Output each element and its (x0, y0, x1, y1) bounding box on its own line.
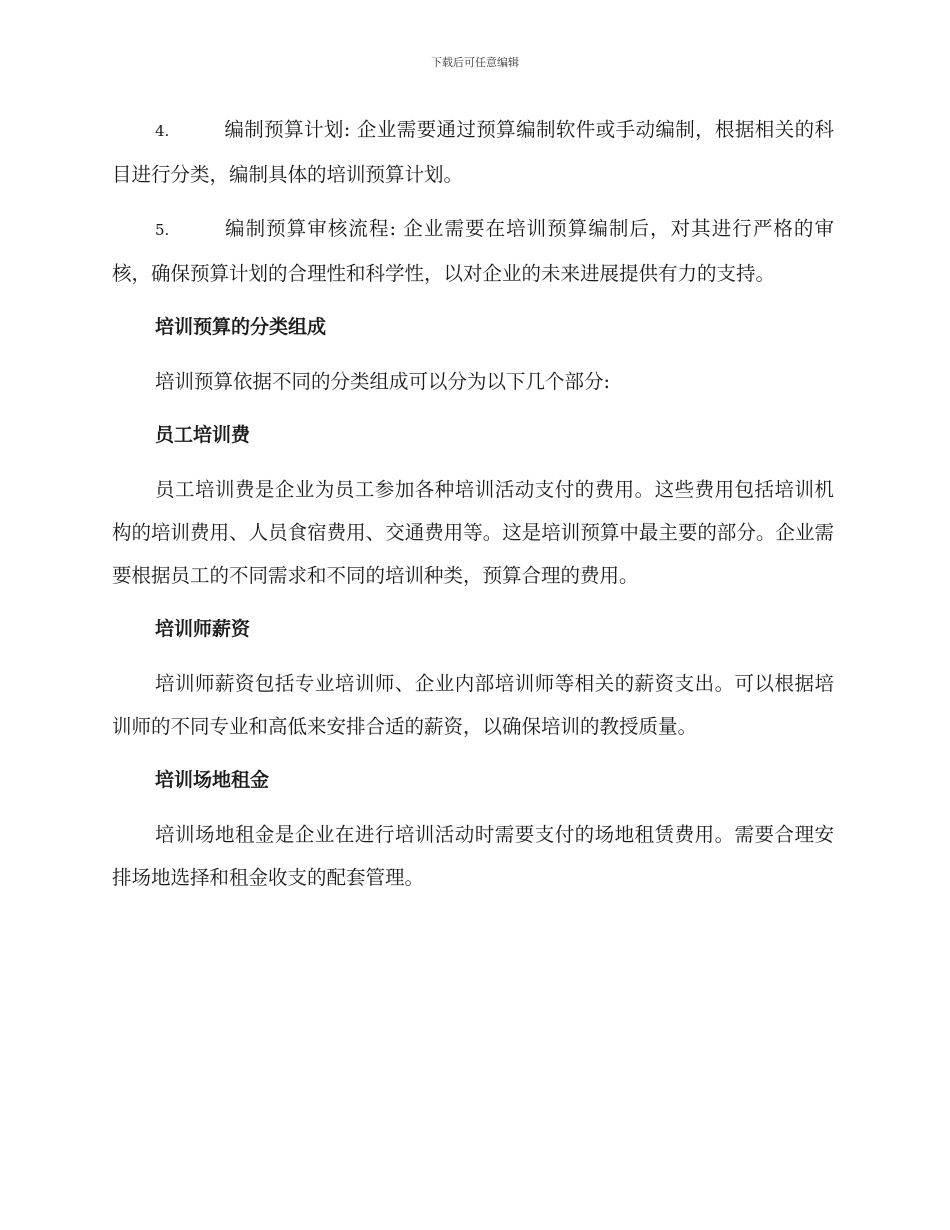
section-heading: 培训预算的分类组成 (155, 316, 327, 338)
paragraph-trainer-salary: 培训师薪资包括专业培训师、企业内部培训师等相关的薪资支出。可以根据培训师的不同专业和高低来安排合适的薪资，以确保培训的教授质量。 (112, 672, 834, 738)
page-header: 下载后可任意编辑 (431, 56, 519, 69)
document-body (112, 108, 834, 910)
list-item-text: 编制预算计划: 企业需要通过预算编制软件或手动编制，根据相关的科目进行分类，编制具体的培训预算计划。 (112, 118, 834, 186)
paragraph-staff-training-fee: 员工培训费是企业为员工参加各种培训活动支付的费用。这些费用包括培训机构的培训费用、人员食宿费用、交通费用等。这是培训预算中最主要的部分。企业需要根据员工的不同需求和不同的培训种类，预算合理的费用。 (112, 478, 834, 587)
subheading-staff-training-fee: 员工培训费 (155, 424, 251, 446)
section-intro: 培训预算依据不同的分类组成可以分为以下几个部分: (155, 370, 611, 393)
list-item-text: 编制预算审核流程: 企业需要在培训预算编制后，对其进行严格的审核，确保预算计划的合理性和科学性，以对企业的未来进展提供有力的支持。 (112, 217, 834, 285)
subheading-trainer-salary: 培训师薪资 (155, 618, 251, 640)
list-item-4 (112, 108, 834, 196)
list-number: 5. (155, 221, 170, 239)
list-number: 4. (155, 122, 170, 140)
paragraph-venue-rent: 培训场地租金是企业在进行培训活动时需要支付的场地租赁费用。需要合理安排场地选择和租金收支的配套管理。 (112, 823, 834, 889)
subheading-venue-rent: 培训场地租金 (155, 769, 270, 791)
list-item-5 (112, 207, 834, 295)
